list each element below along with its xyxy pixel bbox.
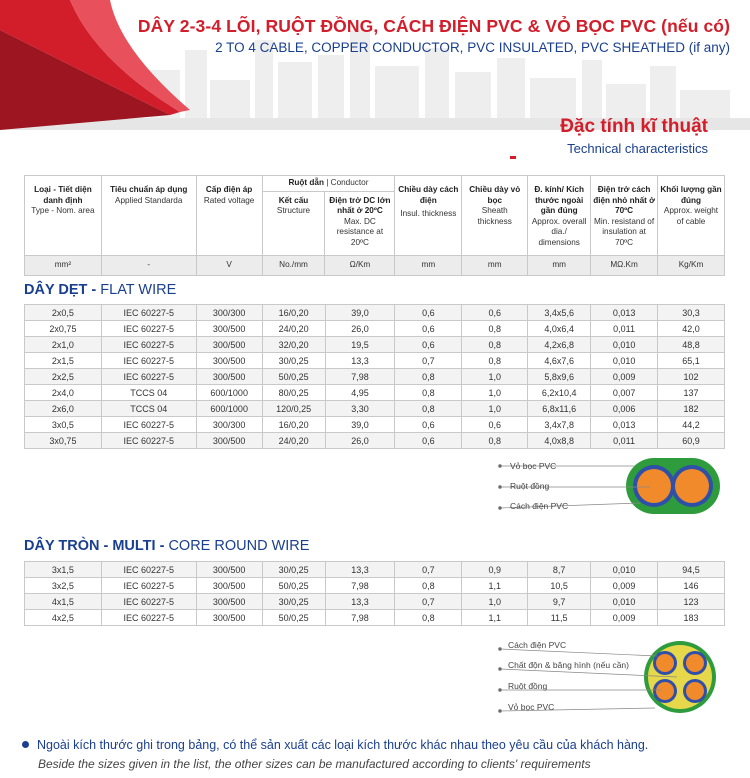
- table-cell: IEC 60227-5: [101, 433, 196, 449]
- table-cell: 16/0,20: [262, 305, 325, 321]
- table-cell: 13,3: [325, 562, 395, 578]
- table-cell: 7,98: [325, 369, 395, 385]
- table-cell: 24/0,20: [262, 433, 325, 449]
- table-row: [25, 369, 725, 385]
- table-cell: 0,8: [462, 321, 528, 337]
- units-row: [25, 256, 725, 276]
- table-cell: 137: [658, 385, 725, 401]
- table-cell: 3,4x7,8: [528, 417, 591, 433]
- table-cell: 2x0,5: [25, 305, 102, 321]
- table-cell: 4x1,5: [25, 594, 102, 610]
- table-cell: 24/0,20: [262, 321, 325, 337]
- footer-note-en: Beside the sizes given in the list, the other sizes can be manufactured according to clients' requirements: [38, 757, 591, 771]
- round-label-conductor: Ruột đồng: [508, 681, 548, 691]
- table-cell: 0,6: [395, 433, 462, 449]
- col-structure: Kết cấu Structure: [262, 191, 325, 256]
- table-row: [25, 337, 725, 353]
- table-cell: 30/0,25: [262, 594, 325, 610]
- table-cell: 0,6: [462, 305, 528, 321]
- table-cell: 600/1000: [196, 385, 262, 401]
- unit-cell: No./mm: [262, 256, 325, 276]
- table-cell: 32/0,20: [262, 337, 325, 353]
- table-cell: 60,9: [658, 433, 725, 449]
- table-cell: 0,6: [395, 417, 462, 433]
- table-cell: 39,0: [325, 417, 395, 433]
- table-cell: 0,009: [591, 369, 658, 385]
- table-cell: 300/500: [196, 578, 262, 594]
- table-cell: 4,6x7,6: [528, 353, 591, 369]
- table-cell: 1,1: [462, 610, 528, 626]
- flat-label-insulation: Cách điện PVC: [510, 501, 569, 511]
- col-type: Loại - Tiết diện danh định Type - Nom. area: [25, 176, 102, 256]
- table-cell: 1,1: [462, 578, 528, 594]
- section-heading: Đặc tính kĩ thuật: [560, 116, 708, 137]
- table-cell: 2x4,0: [25, 385, 102, 401]
- col-resistance: Điện trở DC lớn nhất ở 20ºC Max. DC resistance at 20ºC: [325, 191, 395, 256]
- table-cell: 42,0: [658, 321, 725, 337]
- table-cell: IEC 60227-5: [101, 594, 196, 610]
- table-cell: 0,010: [591, 594, 658, 610]
- table-cell: 94,5: [658, 562, 725, 578]
- table-cell: IEC 60227-5: [101, 578, 196, 594]
- table-cell: 2x2,5: [25, 369, 102, 385]
- table-cell: 26,0: [325, 433, 395, 449]
- table-row: [25, 385, 725, 401]
- table-cell: 0,8: [395, 610, 462, 626]
- table-cell: 300/500: [196, 337, 262, 353]
- table-cell: 39,0: [325, 305, 395, 321]
- table-cell: 7,98: [325, 578, 395, 594]
- table-cell: 3,4x5,6: [528, 305, 591, 321]
- table-cell: 1,0: [462, 385, 528, 401]
- unit-cell: mm: [528, 256, 591, 276]
- flat-wire-table: [24, 304, 725, 449]
- table-cell: 1,0: [462, 369, 528, 385]
- table-cell: 26,0: [325, 321, 395, 337]
- unit-cell: mm: [395, 256, 462, 276]
- table-cell: 300/500: [196, 369, 262, 385]
- unit-cell: mm²: [25, 256, 102, 276]
- table-cell: 0,6: [395, 305, 462, 321]
- table-cell: 50/0,25: [262, 578, 325, 594]
- table-cell: 0,009: [591, 578, 658, 594]
- flat-label-conductor: Ruột đồng: [510, 481, 550, 491]
- col-voltage: Cấp điện áp Rated voltage: [196, 176, 262, 256]
- table-cell: 0,011: [591, 321, 658, 337]
- table-cell: IEC 60227-5: [101, 369, 196, 385]
- col-insulation-resistance: Điện trở cách điện nhỏ nhất ở 70ºC Min. resistand of insulation at 70ºC: [591, 176, 658, 256]
- unit-cell: MΩ.Km: [591, 256, 658, 276]
- table-cell: 300/500: [196, 562, 262, 578]
- table-cell: 8,7: [528, 562, 591, 578]
- table-cell: 3x0,75: [25, 433, 102, 449]
- unit-cell: mm: [462, 256, 528, 276]
- table-cell: 0,010: [591, 353, 658, 369]
- table-cell: 13,3: [325, 594, 395, 610]
- unit-cell: -: [101, 256, 196, 276]
- table-cell: 4,2x6,8: [528, 337, 591, 353]
- col-sheath: Chiều dày vỏ bọc Sheath thickness: [462, 176, 528, 256]
- table-cell: 0,6: [462, 417, 528, 433]
- page-title: DÂY 2-3-4 LÕI, RUỘT ĐỒNG, CÁCH ĐIỆN PVC & VỎ BỌC PVC (nếu có): [137, 16, 730, 36]
- col-conductor-group: Ruột dẫn | Conductor: [262, 176, 395, 192]
- table-cell: 0,007: [591, 385, 658, 401]
- flat-wire-title: DÂY DẸT - FLAT WIRE: [24, 282, 177, 298]
- table-cell: 123: [658, 594, 725, 610]
- table-cell: IEC 60227-5: [101, 337, 196, 353]
- table-cell: 1,0: [462, 594, 528, 610]
- table-cell: 0,7: [395, 353, 462, 369]
- table-cell: 0,8: [395, 369, 462, 385]
- section-subheading: Technical characteristics: [567, 141, 708, 156]
- table-cell: IEC 60227-5: [101, 610, 196, 626]
- table-cell: 300/500: [196, 353, 262, 369]
- round-label-sheath: Vỏ bọc PVC: [508, 702, 555, 712]
- table-cell: 0,6: [395, 337, 462, 353]
- table-cell: 300/500: [196, 610, 262, 626]
- table-cell: 183: [658, 610, 725, 626]
- table-cell: 9,7: [528, 594, 591, 610]
- table-cell: 0,013: [591, 417, 658, 433]
- spec-header-table: [24, 175, 725, 276]
- table-cell: 30/0,25: [262, 562, 325, 578]
- table-cell: 300/500: [196, 594, 262, 610]
- round-wire-title: DÂY TRÒN - MULTI - CORE ROUND WIRE: [24, 538, 310, 554]
- table-cell: 16/0,20: [262, 417, 325, 433]
- table-cell: 0,8: [462, 353, 528, 369]
- table-cell: 13,3: [325, 353, 395, 369]
- unit-cell: Kg/Km: [658, 256, 725, 276]
- table-cell: IEC 60227-5: [101, 321, 196, 337]
- table-cell: 300/300: [196, 417, 262, 433]
- table-cell: 0,011: [591, 433, 658, 449]
- table-cell: 50/0,25: [262, 610, 325, 626]
- table-cell: 0,7: [395, 594, 462, 610]
- table-cell: 4x2,5: [25, 610, 102, 626]
- footer-note-vn: Ngoài kích thước ghi trong bảng, có thể sản xuất các loại kích thước khác nhau theo yêu cầu của khách hàng.: [22, 738, 648, 752]
- table-cell: 7,98: [325, 610, 395, 626]
- table-cell: 4,0x8,8: [528, 433, 591, 449]
- table-cell: 300/300: [196, 305, 262, 321]
- page-subtitle: 2 TO 4 CABLE, COPPER CONDUCTOR, PVC INSULATED, PVC SHEATHED (if any): [215, 40, 730, 55]
- table-cell: 2x1,0: [25, 337, 102, 353]
- table-row: [25, 562, 725, 578]
- table-cell: 50/0,25: [262, 369, 325, 385]
- table-cell: 120/0,25: [262, 401, 325, 417]
- table-cell: 0,8: [462, 337, 528, 353]
- col-diameter: Đ. kính/ Kích thước ngoài gần đúng Approx. overall dia./ dimensions: [528, 176, 591, 256]
- table-cell: 4,95: [325, 385, 395, 401]
- table-row: [25, 433, 725, 449]
- table-row: [25, 610, 725, 626]
- table-cell: 0,9: [462, 562, 528, 578]
- table-cell: 0,8: [395, 401, 462, 417]
- table-row: [25, 594, 725, 610]
- table-cell: TCCS 04: [101, 385, 196, 401]
- table-cell: IEC 60227-5: [101, 562, 196, 578]
- table-cell: TCCS 04: [101, 401, 196, 417]
- table-cell: 182: [658, 401, 725, 417]
- table-cell: 0,013: [591, 305, 658, 321]
- table-cell: IEC 60227-5: [101, 417, 196, 433]
- heading-accent: [510, 156, 516, 159]
- table-cell: 0,6: [395, 321, 462, 337]
- col-standard: Tiêu chuẩn áp dụng Applied Standarda: [101, 176, 196, 256]
- table-cell: 4,0x6,4: [528, 321, 591, 337]
- table-cell: 102: [658, 369, 725, 385]
- table-cell: IEC 60227-5: [101, 353, 196, 369]
- unit-cell: Ω/Km: [325, 256, 395, 276]
- table-cell: IEC 60227-5: [101, 305, 196, 321]
- col-weight: Khối lượng gần đúng Approx. weight of cable: [658, 176, 725, 256]
- table-cell: 6,8x11,6: [528, 401, 591, 417]
- table-cell: 600/1000: [196, 401, 262, 417]
- table-row: [25, 305, 725, 321]
- table-row: [25, 353, 725, 369]
- table-row: [25, 578, 725, 594]
- table-cell: 3x0,5: [25, 417, 102, 433]
- table-cell: 30/0,25: [262, 353, 325, 369]
- table-cell: 30,3: [658, 305, 725, 321]
- table-cell: 3x2,5: [25, 578, 102, 594]
- table-cell: 1,0: [462, 401, 528, 417]
- table-cell: 0,010: [591, 562, 658, 578]
- table-cell: 6,2x10,4: [528, 385, 591, 401]
- table-cell: 0,8: [395, 385, 462, 401]
- table-cell: 0,8: [395, 578, 462, 594]
- table-cell: 300/500: [196, 433, 262, 449]
- table-cell: 2x6,0: [25, 401, 102, 417]
- table-cell: 2x0,75: [25, 321, 102, 337]
- table-cell: 0,7: [395, 562, 462, 578]
- table-cell: 0,010: [591, 337, 658, 353]
- table-cell: 146: [658, 578, 725, 594]
- table-row: [25, 321, 725, 337]
- round-label-filler: Chất độn & băng hình (nếu cần): [508, 660, 629, 670]
- table-cell: 48,8: [658, 337, 725, 353]
- table-cell: 0,009: [591, 610, 658, 626]
- table-row: [25, 417, 725, 433]
- round-wire-table: [24, 561, 725, 626]
- table-cell: 10,5: [528, 578, 591, 594]
- table-cell: 19,5: [325, 337, 395, 353]
- table-cell: 11,5: [528, 610, 591, 626]
- table-cell: 2x1,5: [25, 353, 102, 369]
- table-cell: 65,1: [658, 353, 725, 369]
- flat-label-sheath: Vỏ bọc PVC: [510, 461, 557, 471]
- col-insulation: Chiều dày cách điện Insul. thickness: [395, 176, 462, 256]
- table-cell: 5,8x9,6: [528, 369, 591, 385]
- bullet-icon: [22, 741, 29, 748]
- table-cell: 80/0,25: [262, 385, 325, 401]
- table-row: [25, 401, 725, 417]
- round-label-insulation: Cách điện PVC: [508, 640, 567, 650]
- table-cell: 300/500: [196, 321, 262, 337]
- table-cell: 3,30: [325, 401, 395, 417]
- table-cell: 3x1,5: [25, 562, 102, 578]
- table-cell: 0,8: [462, 433, 528, 449]
- table-cell: 0,006: [591, 401, 658, 417]
- table-cell: 44,2: [658, 417, 725, 433]
- unit-cell: V: [196, 256, 262, 276]
